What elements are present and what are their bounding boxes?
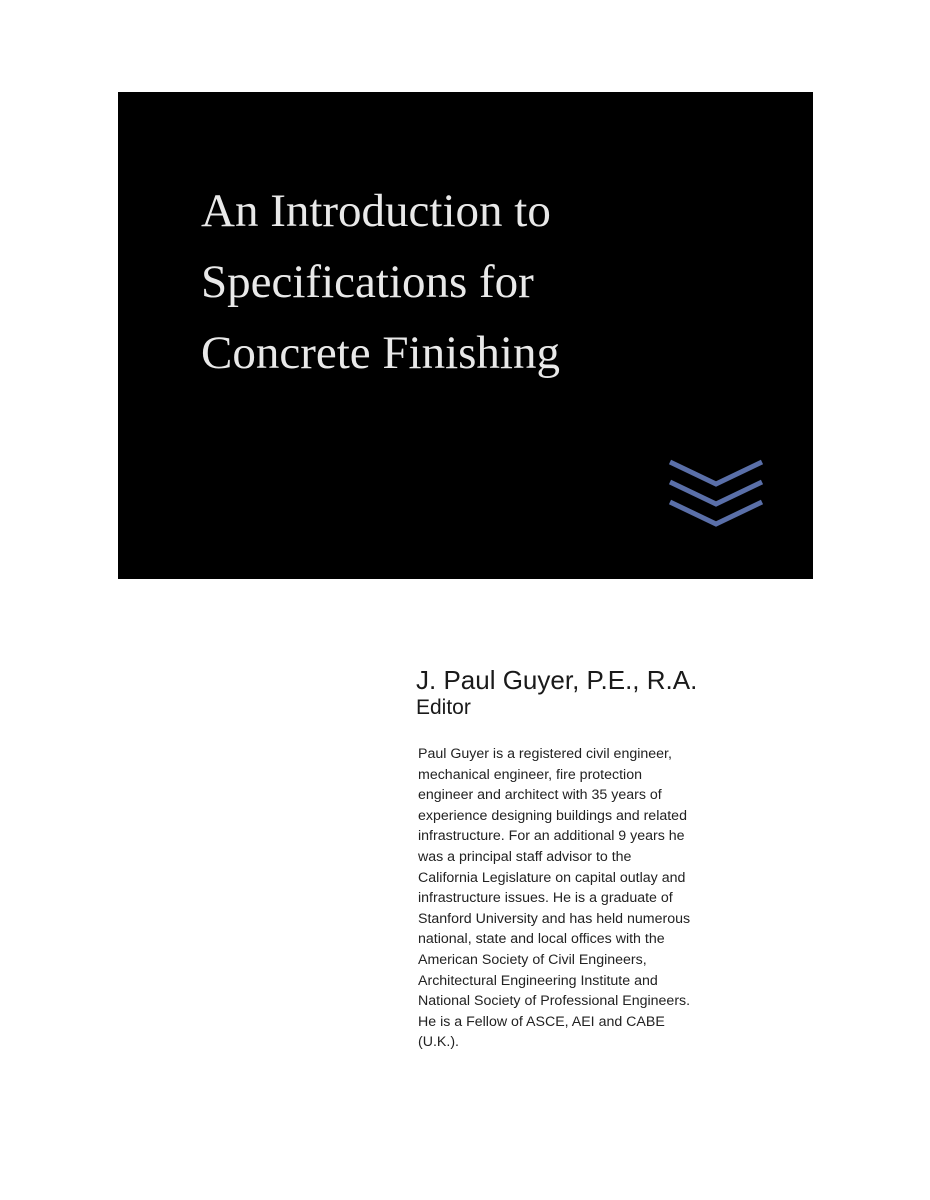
title-line-3: Concrete Finishing [201, 327, 560, 379]
bio-line: infrastructure issues. He is a graduate of [418, 890, 673, 907]
triple-chevron-down-icon [668, 458, 764, 530]
bio-line: infrastructure. For an additional 9 years he [418, 828, 685, 845]
bio-line: He is a Fellow of ASCE, AEI and CABE [418, 1013, 665, 1030]
author-name: J. Paul Guyer, P.E., R.A. [416, 665, 698, 695]
bio-line: (U.K.). [418, 1034, 459, 1051]
bio-line: California Legislature on capital outlay and [418, 869, 686, 886]
author-bio [418, 744, 788, 1053]
bio-line: American Society of Civil Engineers, [418, 951, 647, 968]
title-line-1: An Introduction to [201, 185, 551, 237]
bio-line: engineer and architect with 35 years of [418, 787, 662, 804]
bio-line: Paul Guyer is a registered civil engineer, [418, 746, 672, 762]
bio-line: national, state and local offices with the [418, 931, 665, 948]
bio-line: National Society of Professional Engineers. [418, 993, 691, 1010]
title-line-2: Specifications for [201, 256, 534, 308]
bio-line: was a principal staff advisor to the [418, 848, 632, 865]
bio-line: mechanical engineer, fire protection [418, 766, 642, 783]
bio-line: experience designing buildings and related [418, 807, 687, 824]
bio-line: Stanford University and has held numerous [418, 910, 691, 927]
bio-line: Architectural Engineering Institute and [418, 972, 658, 989]
author-role: Editor [416, 696, 471, 719]
book-title [201, 176, 761, 389]
